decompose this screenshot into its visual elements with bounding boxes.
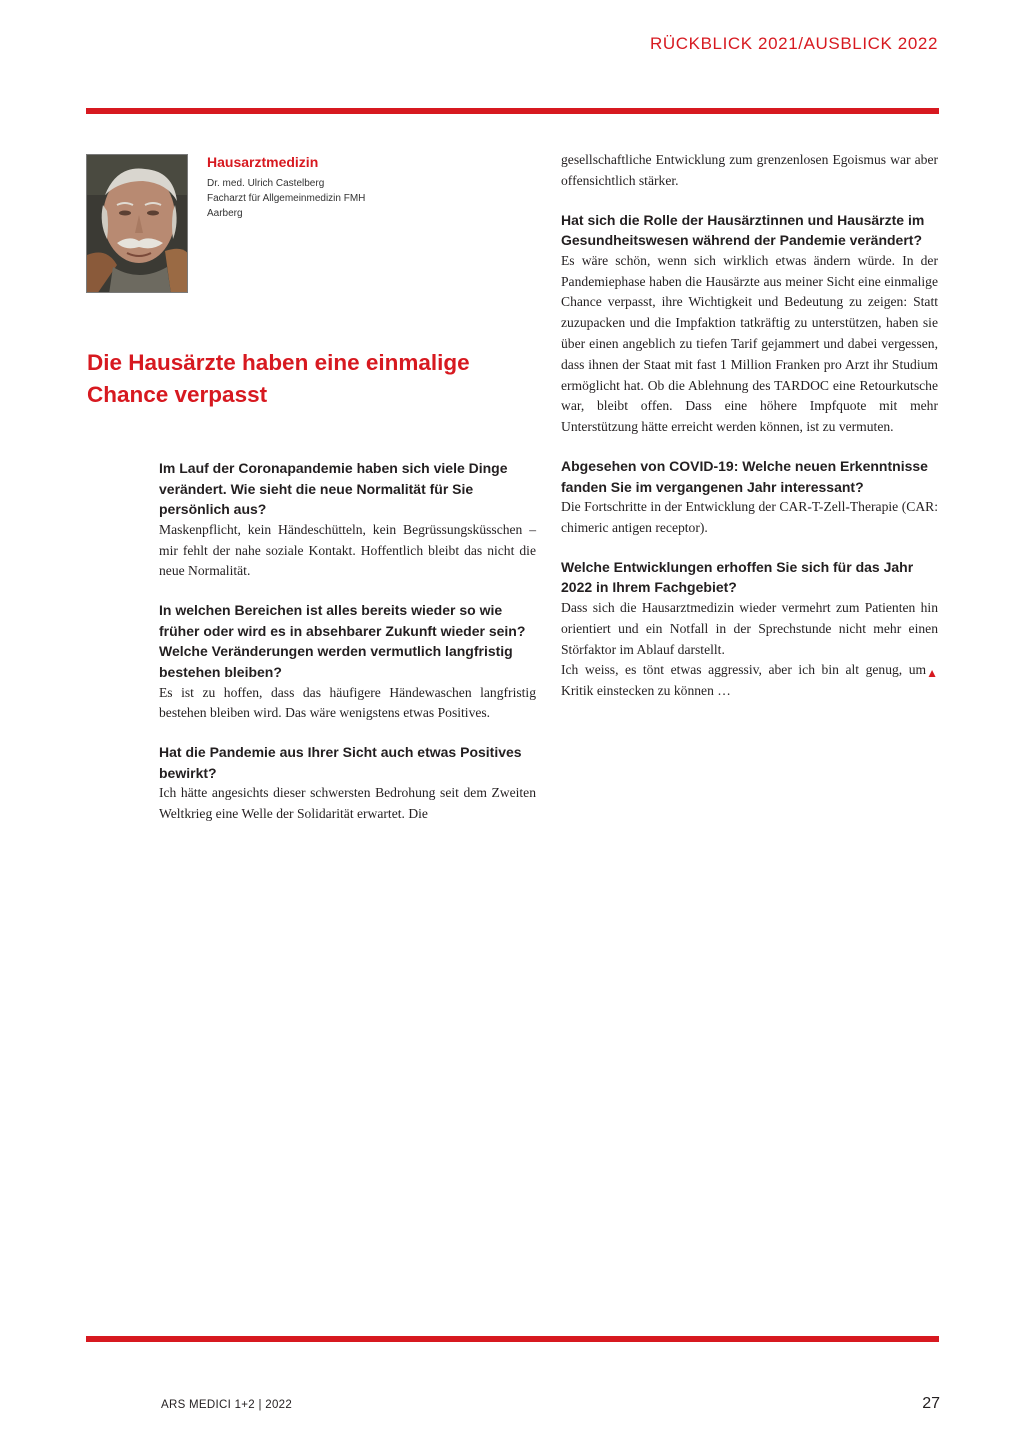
department-title: Hausarztmedizin [207,154,319,170]
article-headline: Die Hausärzte haben eine einmalige Chance verpasst [87,350,470,407]
answer-1: Maskenpflicht, kein Händeschütteln, kein Begrüssungsküsschen – mir fehlt der nahe soziale Kontakt. Hoffentlich bleibt das nicht die neue Normalität. [159,521,536,579]
answer-6b [561,660,938,702]
question-6: Welche Entwicklungen erhoffen Sie sich für das Jahr 2022 in Ihrem Fachgebiet? [561,558,914,596]
answer-6b-text: Ich weiss, es tönt etwas aggressiv, aber ich bin alt genug, um Kritik einstecken zu können … [561,662,927,699]
answer-5: Die Fortschritte in der Entwicklung der CAR-T-Zell-Therapie (CAR: chimeric antigen receptor). [561,499,938,535]
author-photo [86,154,188,293]
bottom-divider [86,1336,939,1342]
author-meta [207,176,437,221]
answer-3-part-2: gesellschaftliche Entwicklung zum grenzenlosen Egoismus war aber offensichtlich stärker. [561,152,938,188]
question-3: Hat die Pandemie aus Ihrer Sicht auch etwas Positives bewirkt? [159,744,522,781]
column-right [561,150,938,702]
answer-6a: Dass sich die Hausarztmedizin wieder vermehrt zum Patienten hin orientiert und ein Notfall in der Sprechstunde nicht mehr einen Störfaktor im Ablauf darstellt. [561,599,938,657]
author-name: Dr. med. Ulrich Castelberg [207,178,325,189]
author-location: Aarberg [207,208,243,219]
top-divider [86,108,939,114]
answer-2: Es ist zu hoffen, dass das häufigere Händewaschen langfristig bestehen bleiben wird. Das wäre wenigstens etwas Positives. [159,684,536,721]
portrait-photo-icon [87,155,188,293]
question-1: Im Lauf der Coronapandemie haben sich viele Dinge verändert. Wie sieht die neue Normalität für Sie persönlich aus? [159,460,508,518]
author-title: Facharzt für Allgemeinmedizin FMH [207,193,366,204]
question-5: Abgesehen von COVID-19: Welche neuen Erkenntnisse fanden Sie im vergangenen Jahr interessant? [561,457,928,495]
question-4: Hat sich die Rolle der Hausärztinnen und Hausärzte im Gesundheitswesen während der Pandemie verändert? [561,211,925,249]
answer-3-part-1: Ich hätte angesichts dieser schwersten Bedrohung seit dem Zweiten Weltkrieg eine Welle der Solidarität erwartet. Die [159,785,536,822]
column-left [159,458,536,825]
page-number: 27 [922,1395,940,1412]
answer-4: Es wäre schön, wenn sich wirklich etwas ändern würde. In der Pandemiephase haben die Hausärzte aus meiner Sicht eine einmalige Chance verpasst, ihre Wichtigkeit und Bedeutung zu zeigen: Statt zuzupacken und die Impfaktion tatkräftig zu unterstützen, haben sie über einen angeblich zu tiefen Tarif gejammert und dabei vergessen, dass ihnen der Staat mit fast 1 Million Franken pro Arzt ihr Studium ermöglicht hat. Ob die Ablehnung des TARDOC eine Retourkutsche war, bleibt offen. Dass eine höhere Impfquote mit mehr Unterstützung hätte erreicht werden können, ist zu vermuten. [561,252,938,435]
end-mark-icon: ▲ [926,666,938,681]
section-label: RÜCKBLICK 2021/AUSBLICK 2022 [650,34,938,53]
author-byline [207,153,437,221]
publication-footer: ARS MEDICI 1+2 | 2022 [161,1399,293,1411]
question-2: In welchen Bereichen ist alles bereits wieder so wie früher oder wird es in absehbarer Zukunft wieder sein? Welche Veränderungen werden vermutlich langfristig bestehen bleiben? [159,602,526,680]
